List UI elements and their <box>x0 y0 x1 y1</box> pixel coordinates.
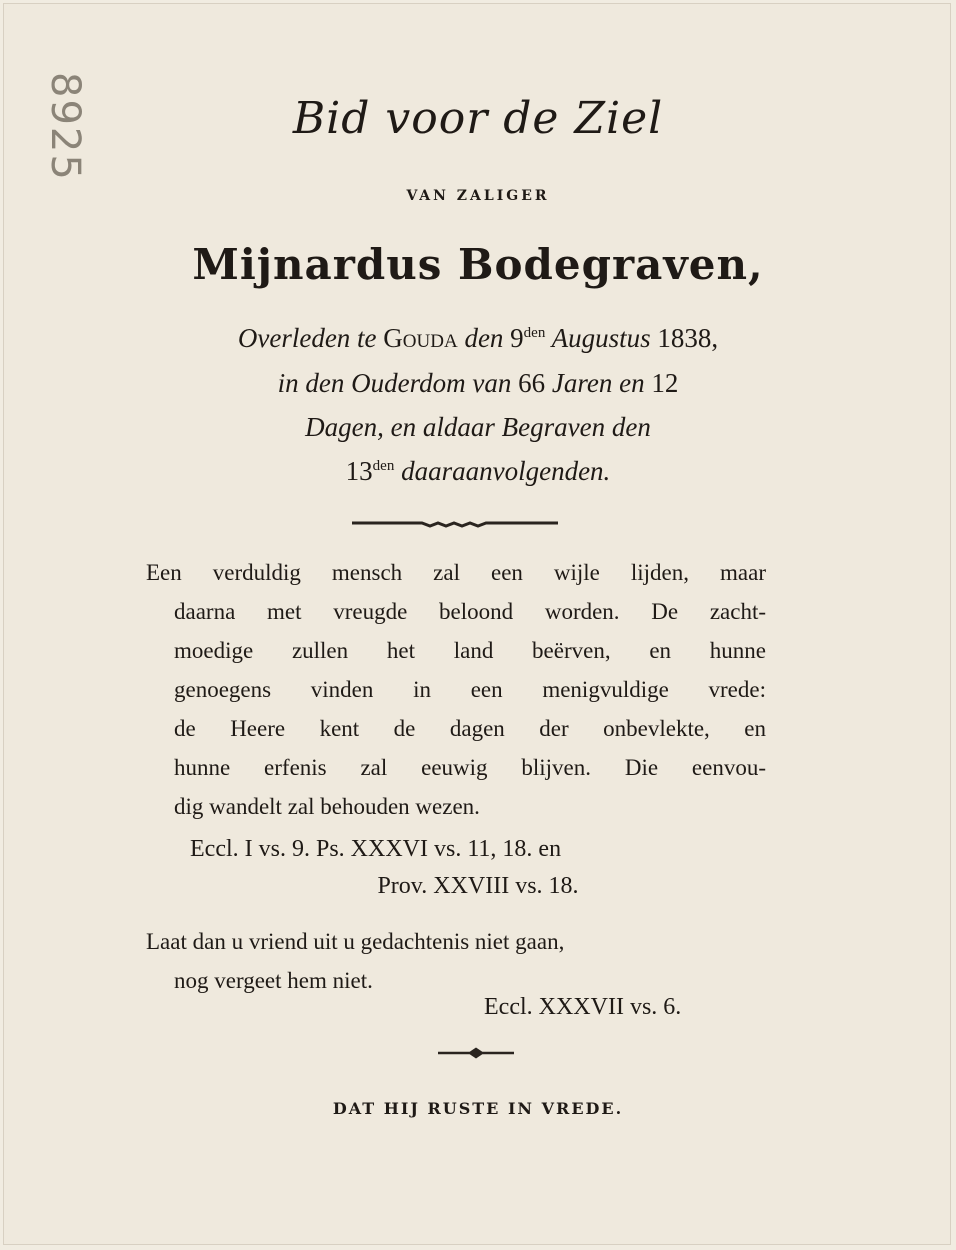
passage-line: hunne erfenis zal eeuwig blijven. Die eenvou- <box>174 755 766 780</box>
passage-line: daarna met vreugde beloond worden. De zacht- <box>174 599 766 624</box>
passage-line: genoegens vinden in een menigvuldige vrede: <box>174 677 766 702</box>
handwritten-annotation: 8925 <box>42 72 88 182</box>
scripture-reference: Eccl. I vs. 9. Ps. XXXVI vs. 11, 18. en <box>190 836 562 862</box>
scripture-reference: Eccl. XXXVII vs. 6. <box>484 994 682 1020</box>
death-day: 9 <box>510 323 524 353</box>
death-month: Augustus <box>545 323 658 353</box>
death-line-1 <box>0 323 956 354</box>
burial-day: 13 <box>345 456 373 486</box>
death-day-suffix: den <box>523 325 546 341</box>
burial-day-suffix: den <box>372 458 395 474</box>
death-year: 1838, <box>657 323 719 353</box>
passage-line: dig wandelt zal behouden wezen. <box>174 794 480 819</box>
death-text: daaraanvolgenden. <box>394 456 611 486</box>
death-text: in den Ouderdom van <box>277 368 519 398</box>
ornament-divider-small <box>436 1046 516 1060</box>
quote-line: Laat dan u vriend uit u gedachtenis niet gaan, <box>146 929 565 954</box>
death-city: Gouda <box>383 323 458 353</box>
death-text: den <box>457 323 511 353</box>
death-line-4 <box>0 456 956 487</box>
passage-line: de Heere kent de dagen der onbevlekte, en <box>174 716 766 741</box>
scripture-passage <box>146 553 766 826</box>
death-line-2 <box>0 368 956 399</box>
card-title: Bid voor de Ziel <box>292 93 664 144</box>
age-days: 12 <box>651 368 679 398</box>
age-years: 66 <box>518 368 546 398</box>
deceased-name: Mijnardus Bodegraven, <box>192 240 764 289</box>
death-text: Jaren en <box>545 368 652 398</box>
quote-line: nog vergeet hem niet. <box>174 968 373 993</box>
scripture-reference: Prov. XXVIII vs. 18. <box>377 873 579 899</box>
closing-prayer: DAT HIJ RUSTE IN VREDE. <box>332 1099 624 1118</box>
death-line-3: Dagen, en aldaar Begraven den <box>305 412 651 442</box>
closing-quote <box>146 922 766 1000</box>
death-text: Overleden te <box>237 323 384 353</box>
card-subtitle: VAN ZALIGER <box>406 188 550 204</box>
passage-line: moedige zullen het land beërven, en hunne <box>174 638 766 663</box>
ornament-divider <box>350 514 560 532</box>
passage-line: Een verduldig mensch zal een wijle lijden, maar <box>146 560 766 585</box>
